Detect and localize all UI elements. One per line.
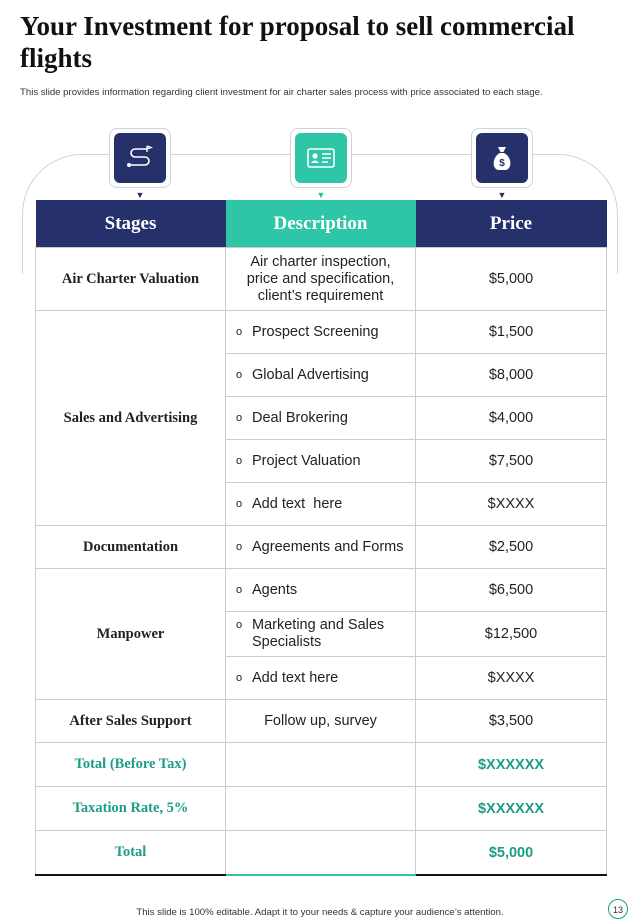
description-cell [226, 483, 416, 526]
page-number: 13 [608, 899, 628, 919]
price-cell: $XXXX [416, 657, 607, 700]
summary-row [36, 831, 607, 876]
description-text: Project Valuation [252, 452, 361, 469]
id-card-icon [304, 143, 338, 173]
description-text: Agents [252, 581, 298, 598]
summary-label: Total (Before Tax) [36, 743, 226, 787]
description-text: Agreements and Forms [252, 538, 404, 555]
bullet-icon: o [236, 368, 243, 381]
page-title: Your Investment for proposal to sell commercial flights [20, 11, 575, 73]
price-cell: $7,500 [416, 440, 607, 483]
summary-row [36, 787, 607, 831]
price-cell: $1,500 [416, 311, 607, 354]
table-row [36, 248, 607, 311]
stage-cell: After Sales Support [36, 700, 226, 743]
header-price: Price [416, 200, 607, 248]
table-header-row [36, 200, 607, 248]
price-cell: $8,000 [416, 354, 607, 397]
price-cell: $3,500 [416, 700, 607, 743]
description-text: Global Advertising [252, 366, 369, 383]
description-cell [226, 612, 416, 657]
description-cell: Follow up, survey [226, 700, 416, 743]
description-cell [226, 354, 416, 397]
summary-row [36, 743, 607, 787]
bullet-icon: o [236, 325, 243, 338]
pointer-arrow-price: ▼ [497, 190, 507, 200]
summary-empty-cell [226, 831, 416, 876]
price-cell: $4,000 [416, 397, 607, 440]
description-icon-box [290, 128, 352, 188]
summary-label: Total [36, 831, 226, 876]
bullet-icon: o [236, 671, 243, 684]
description-cell: Air charter inspection, price and specification, client’s requirement [226, 248, 416, 311]
description-cell [226, 440, 416, 483]
description-cell [226, 657, 416, 700]
price-cell: $XXXX [416, 483, 607, 526]
stages-icon-box [109, 128, 171, 188]
pointer-arrow-description: ▼ [316, 190, 326, 200]
bullet-icon: o [236, 540, 243, 553]
bullet-icon: o [236, 411, 243, 424]
description-cell [226, 569, 416, 612]
summary-empty-cell [226, 743, 416, 787]
price-cell: $12,500 [416, 612, 607, 657]
money-bag-icon [485, 143, 519, 173]
table-row [36, 526, 607, 569]
investment-table [35, 200, 607, 876]
price-cell: $5,000 [416, 248, 607, 311]
description-text: Add text here [252, 495, 343, 512]
description-text: Marketing and Sales Specialists [252, 617, 385, 650]
stage-cell: Air Charter Valuation [36, 248, 226, 311]
stage-cell: Documentation [36, 526, 226, 569]
stage-cell: Manpower [36, 569, 226, 700]
summary-label: Taxation Rate, 5% [36, 787, 226, 831]
description-cell [226, 311, 416, 354]
bullet-icon: o [236, 454, 243, 467]
pointer-arrow-stages: ▼ [135, 190, 145, 200]
price-cell: $6,500 [416, 569, 607, 612]
price-cell: $2,500 [416, 526, 607, 569]
bullet-icon: o [236, 583, 243, 596]
price-icon-box [471, 128, 533, 188]
header-stages: Stages [36, 200, 226, 248]
page-subtitle: This slide provides information regarding client investment for air charter sales process with price associated to each stage. [20, 87, 543, 98]
table-row [36, 311, 607, 354]
description-text: Add text here [252, 669, 339, 686]
summary-price: $XXXXXX [416, 787, 607, 831]
footer-note: This slide is 100% editable. Adapt it to your needs & capture your audience’s attention. [136, 907, 504, 918]
table-row [36, 700, 607, 743]
route-path-icon [123, 143, 157, 173]
stage-cell: Sales and Advertising [36, 311, 226, 526]
summary-price: $5,000 [416, 831, 607, 876]
summary-empty-cell [226, 787, 416, 831]
description-cell [226, 397, 416, 440]
header-description: Description [226, 200, 416, 248]
summary-price: $XXXXXX [416, 743, 607, 787]
description-text: Prospect Screening [252, 323, 379, 340]
bullet-icon: o [236, 497, 243, 510]
table-row [36, 569, 607, 612]
bullet-icon: o [236, 619, 243, 631]
description-cell [226, 526, 416, 569]
description-text: Deal Brokering [252, 409, 348, 426]
svg-text:$: $ [499, 158, 505, 169]
